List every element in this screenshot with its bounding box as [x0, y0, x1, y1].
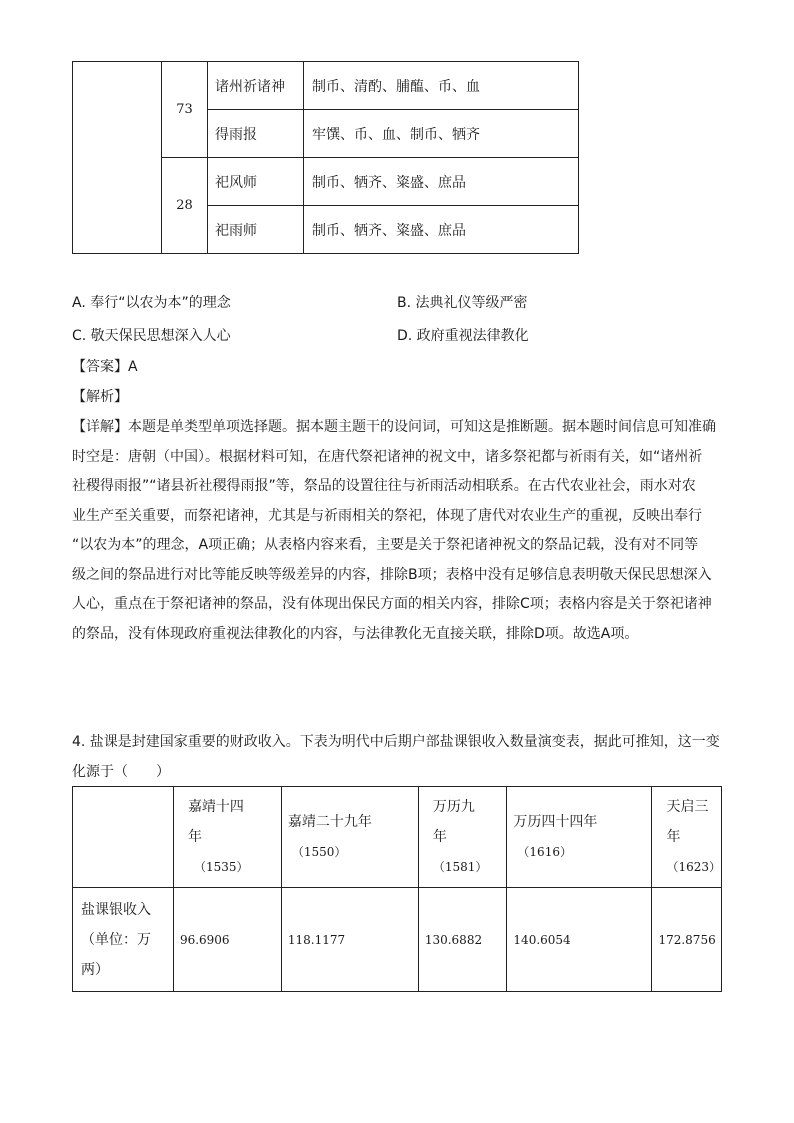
count-cell: 73 [162, 62, 208, 158]
salt-tax-table [72, 786, 722, 992]
corner-cell [73, 787, 174, 888]
row-label: 盐课银收入 （单位：万 两） [73, 888, 174, 992]
year-header: 嘉靖十四 年 （1535） [173, 787, 281, 888]
deity-cell: 诸州祈诸神 [208, 62, 304, 110]
detail-line: 人心，重点在于祭祀诸神的祭品，没有体现出保民方面的相关内容，排除C项；表格内容是关于祭祀诸神 [72, 596, 712, 612]
option-a: A. 奉行“以农为本”的理念 [72, 295, 231, 311]
sacrifice-table [72, 61, 579, 254]
value-cell: 172.8756 [652, 888, 722, 992]
offerings-cell: 制币、牺齐、粢盛、庶品 [304, 158, 579, 206]
offerings-cell: 制币、清酌、脯醢、币、血 [304, 62, 579, 110]
year-header: 万历四十四年 （1616） [507, 787, 652, 888]
question-line: 4. 盐课是封建国家重要的财政收入。下表为明代中后期户部盐课银收入数量演变表，据此可推知，这一变 [72, 734, 720, 750]
offerings-cell: 制币、牺齐、粢盛、庶品 [304, 206, 579, 254]
detail-line: 社稷得雨报”“诸县祈社稷得雨报”等，祭品的设置往往与祈雨活动相联系。在古代农业社会，雨水对农 [72, 478, 696, 494]
detail-line: 级之间的祭品进行对比等能反映等级差异的内容，排除B项；表格中没有足够信息表明敬天保民思想深入 [72, 566, 712, 583]
table-row [73, 888, 722, 992]
option-b: B. 法典礼仪等级严密 [397, 295, 528, 311]
detail-paragraph [72, 413, 722, 649]
deity-cell: 得雨报 [208, 110, 304, 158]
detail-line: “以农为本”的理念，A项正确；从表格内容来看，主要是关于祭祀诸神祝文的祭品记载，没有对不同等 [72, 537, 699, 553]
detail-line: 时空是：唐朝（中国）。根据材料可知，在唐代祭祀诸神的祝文中，诸多祭祀都与祈雨有关，如“诸州祈 [72, 448, 703, 465]
deity-cell: 祀风师 [208, 158, 304, 206]
value-cell: 140.6054 [507, 888, 652, 992]
table-row [73, 62, 579, 110]
detail-line: 业生产至关重要，而祭祀诸神，尤其是与祈雨相关的祭祀，体现了唐代对农业生产的重视，反映出奉行 [72, 507, 702, 524]
empty-cell [73, 62, 162, 254]
year-header: 天启三 年 （1623） [652, 787, 722, 888]
option-d: D. 政府重视法律教化 [397, 328, 529, 344]
detail-line: 【详解】本题是单类型单项选择题。据本题主题干的设问词，可知这是推断题。据本题时间信息可知准确 [72, 419, 716, 435]
deity-cell: 祀雨师 [208, 206, 304, 254]
option-c: C. 敬天保民思想深入人心 [72, 328, 231, 344]
value-cell: 118.1177 [281, 888, 418, 992]
count-cell: 28 [162, 158, 208, 254]
header-row [73, 787, 722, 888]
question-4 [72, 728, 722, 787]
answer-label: 【答案】A [72, 359, 138, 375]
offerings-cell: 牢馔、币、血、制币、牺齐 [304, 110, 579, 158]
analysis-label: 【解析】 [72, 389, 128, 405]
question-line: 化源于（ ） [72, 763, 170, 780]
value-cell: 96.6906 [173, 888, 281, 992]
year-header: 嘉靖二十九年 （1550） [281, 787, 418, 888]
value-cell: 130.6882 [418, 888, 507, 992]
year-header: 万历九 年 （1581） [418, 787, 507, 888]
detail-line: 的祭品，没有体现政府重视法律教化的内容，与法律教化无直接关联，排除D项。故选A项。 [72, 625, 639, 642]
